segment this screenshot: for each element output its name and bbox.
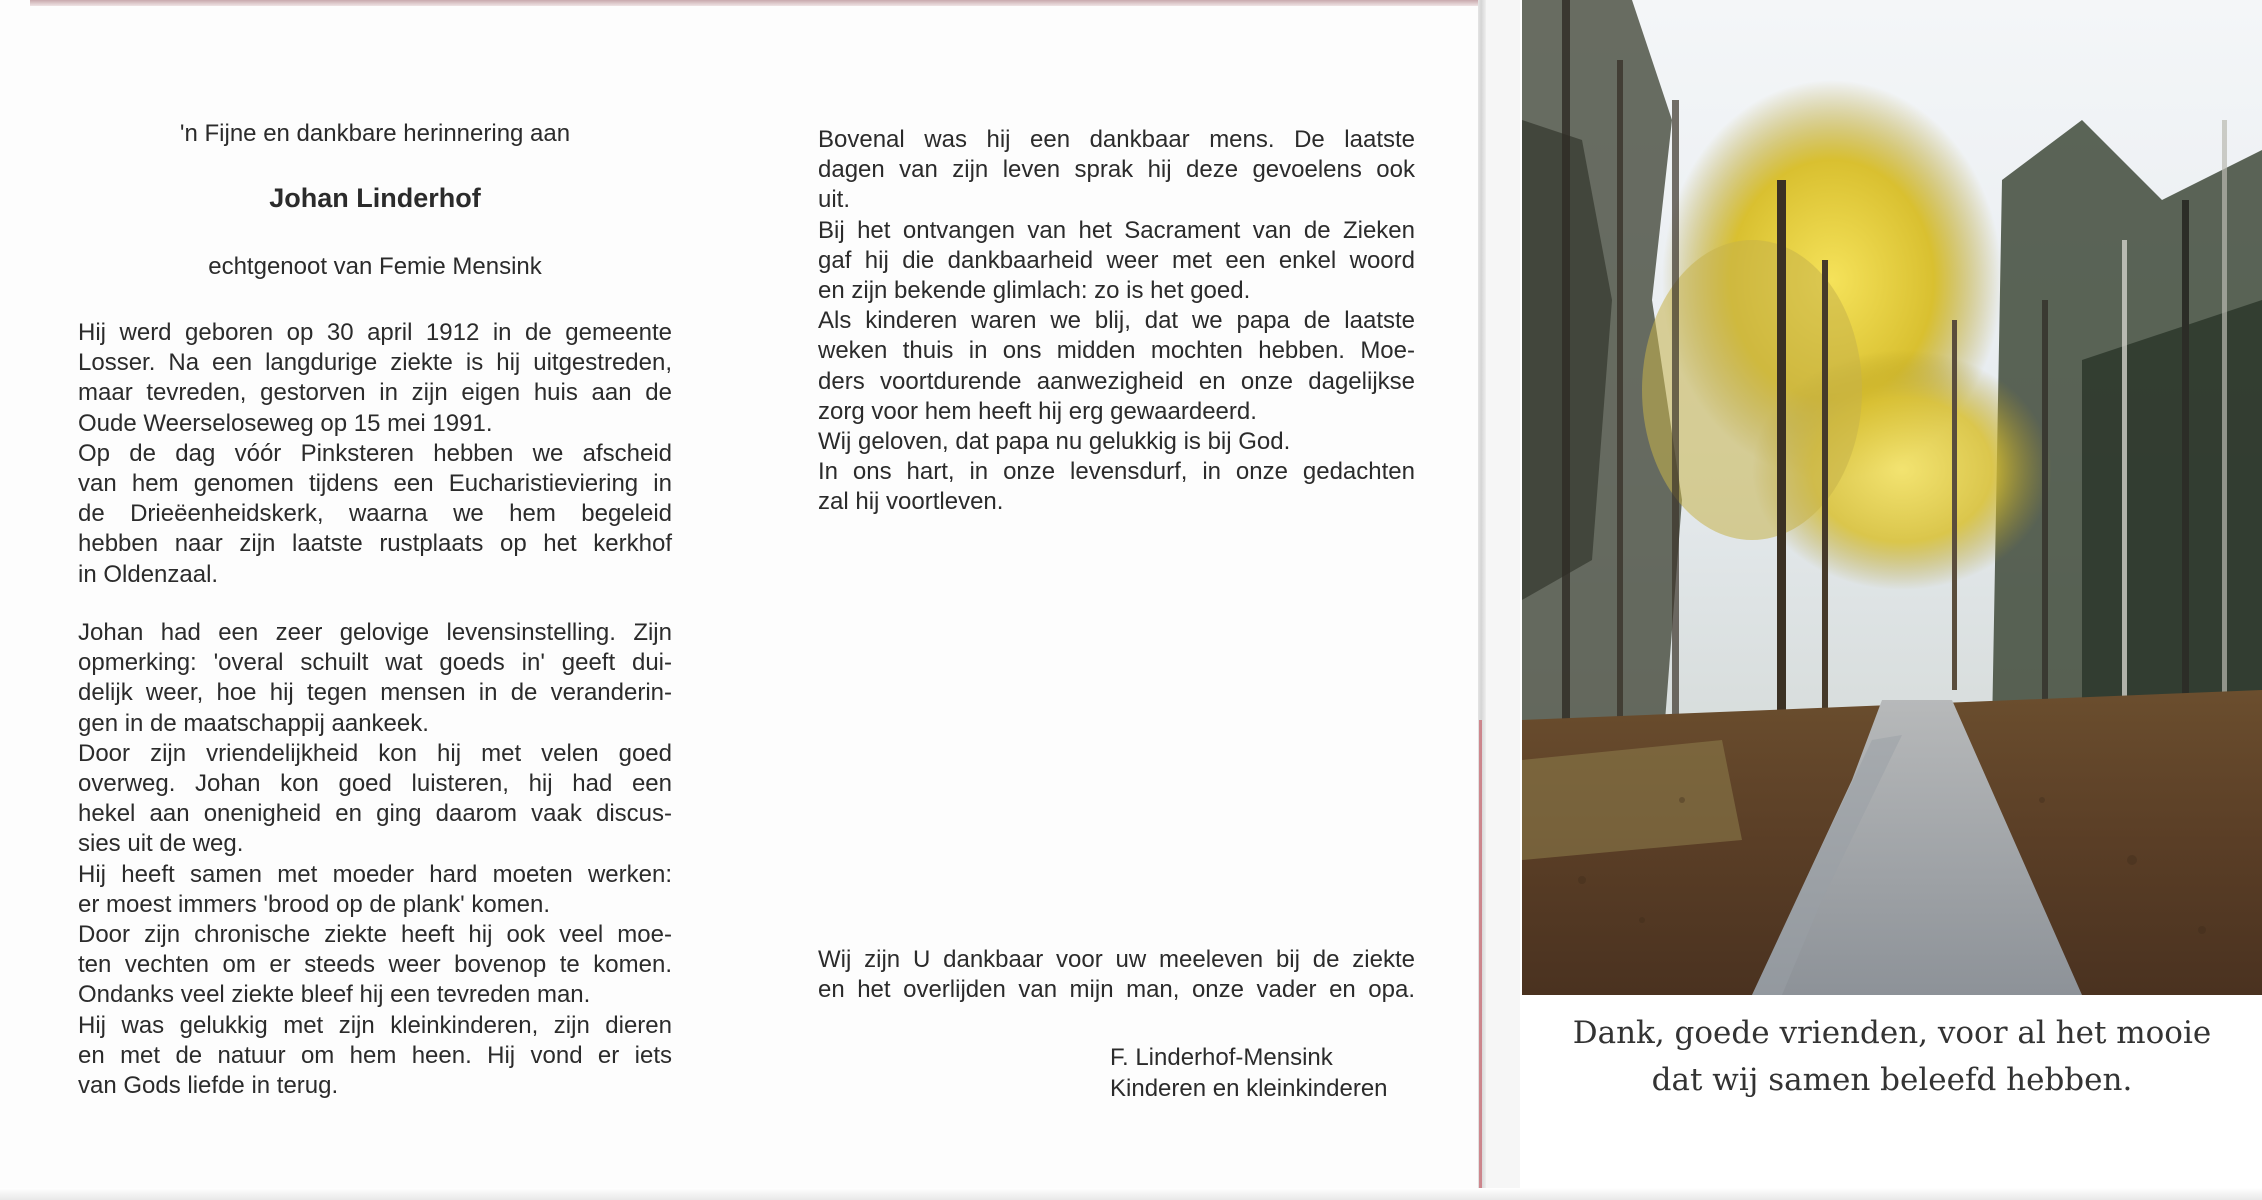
tribute-paragraph <box>818 125 1415 518</box>
photo-caption <box>1522 1010 2262 1104</box>
text-line: Wij geloven, dat papa nu gelukkig is bij God. <box>818 428 1291 456</box>
text-line: van Gods liefde in terug. <box>78 1072 339 1100</box>
text-line: zorg voor hem heeft hij erg gewaardeerd. <box>818 397 1257 425</box>
text-line: en het overlijden van mijn man, onze vader en opa. <box>818 976 1415 1004</box>
text-line: In ons hart, in onze levensdurf, in onze gedachten <box>818 458 1415 486</box>
signature-family: Kinderen en kleinkinderen <box>1110 1075 1388 1102</box>
text-line: Hij werd geboren op 30 april 1912 in de gemeente <box>78 319 672 346</box>
text-line: delijk weer, hoe hij tegen mensen in de veranderin- <box>78 679 672 707</box>
caption-line: Dank, goede vrienden, voor al het mooie <box>1572 1015 2212 1051</box>
text-line: van hem genomen tijdens een Eucharistieviering in <box>78 470 672 498</box>
text-line: ten vechten om er steeds weer bovenop te komen. <box>78 951 672 979</box>
text-line: ders voortdurende aanwezigheid en onze dagelijkse <box>818 367 1415 395</box>
fold-accent <box>1479 720 1482 1200</box>
biography-paragraph-1 <box>78 318 672 590</box>
text-line: Als kinderen waren we blij, dat we papa de laatste <box>818 307 1415 335</box>
biography-paragraph-2 <box>78 618 672 1101</box>
bottom-edge <box>0 1188 2262 1200</box>
text-line: Bovenal was hij een dankbaar mens. De laatste <box>818 126 1415 153</box>
text-line: uit. <box>818 186 851 214</box>
text-line: er moest immers 'brood op de plank' komen. <box>78 890 551 918</box>
text-line: weken thuis in ons midden mochten hebben. Moe- <box>818 337 1415 365</box>
text-line: dagen van zijn leven sprak hij deze gevoelens ook <box>818 156 1415 184</box>
text-line: Oude Weerseloseweg op 15 mei 1991. <box>78 409 493 437</box>
caption-line: dat wij samen beleefd hebben. <box>1651 1062 2133 1098</box>
text-line: de Drieëenheidskerk, waarna we hem begeleid <box>78 500 672 528</box>
spouse-line: echtgenoot van Femie Mensink <box>208 253 542 280</box>
text-line: Hij heeft samen met moeder hard moeten werken: <box>78 860 672 888</box>
text-line: en zijn bekende glimlach: zo is het goed. <box>818 277 1251 305</box>
text-line: in Oldenzaal. <box>78 560 219 588</box>
text-line: en met de natuur om hem heen. Hij vond er iets <box>78 1041 672 1069</box>
text-line: hebben naar zijn laatste rustplaats op het kerkhof <box>78 530 672 558</box>
text-line: Op de dag vóór Pinksteren hebben we afscheid <box>78 439 672 467</box>
text-line: Hij was gelukkig met zijn kleinkinderen, zijn dieren <box>78 1011 672 1039</box>
signature-name: F. Linderhof-Mensink <box>1110 1044 1333 1071</box>
text-line: Door zijn vriendelijkheid kon hij met velen goed <box>78 739 672 767</box>
card-gap <box>1486 0 1520 1200</box>
text-line: Johan had een zeer gelovige levensinstelling. Zijn <box>78 619 672 646</box>
text-line: sies uit de weg. <box>78 830 244 858</box>
text-line: gaf hij die dankbaarheid weer met een enkel woord <box>818 246 1415 274</box>
text-line: opmerking: 'overal schuilt wat goeds in' geeft dui- <box>78 649 672 677</box>
text-line: Bij het ontvangen van het Sacrament van de Zieken <box>818 216 1415 244</box>
text-line: Ondanks veel ziekte bleef hij een tevreden man. <box>78 981 591 1009</box>
forest-path-photo <box>1522 0 2262 995</box>
intro-line: 'n Fijne en dankbare herinnering aan <box>179 120 571 147</box>
thanks-paragraph <box>818 945 1415 1005</box>
text-line: gen in de maatschappij aankeek. <box>78 709 429 737</box>
text-line: hekel aan onenigheid en ging daarom vaak discus- <box>78 800 672 828</box>
text-line: zal hij voortleven. <box>818 488 1004 516</box>
text-line: maar tevreden, gestorven in zijn eigen huis aan de <box>78 379 672 407</box>
signature <box>1110 1042 1440 1104</box>
top-edge <box>30 0 1480 6</box>
text-line: overweg. Johan kon goed luisteren, hij had een <box>78 770 672 798</box>
text-line: Wij zijn U dankbaar voor uw meeleven bij de ziekte <box>818 946 1415 973</box>
deceased-name: Johan Linderhof <box>269 183 481 213</box>
text-line: Losser. Na een langdurige ziekte is hij uitgestreden, <box>78 349 672 377</box>
text-line: Door zijn chronische ziekte heeft hij ook veel moe- <box>78 921 672 949</box>
